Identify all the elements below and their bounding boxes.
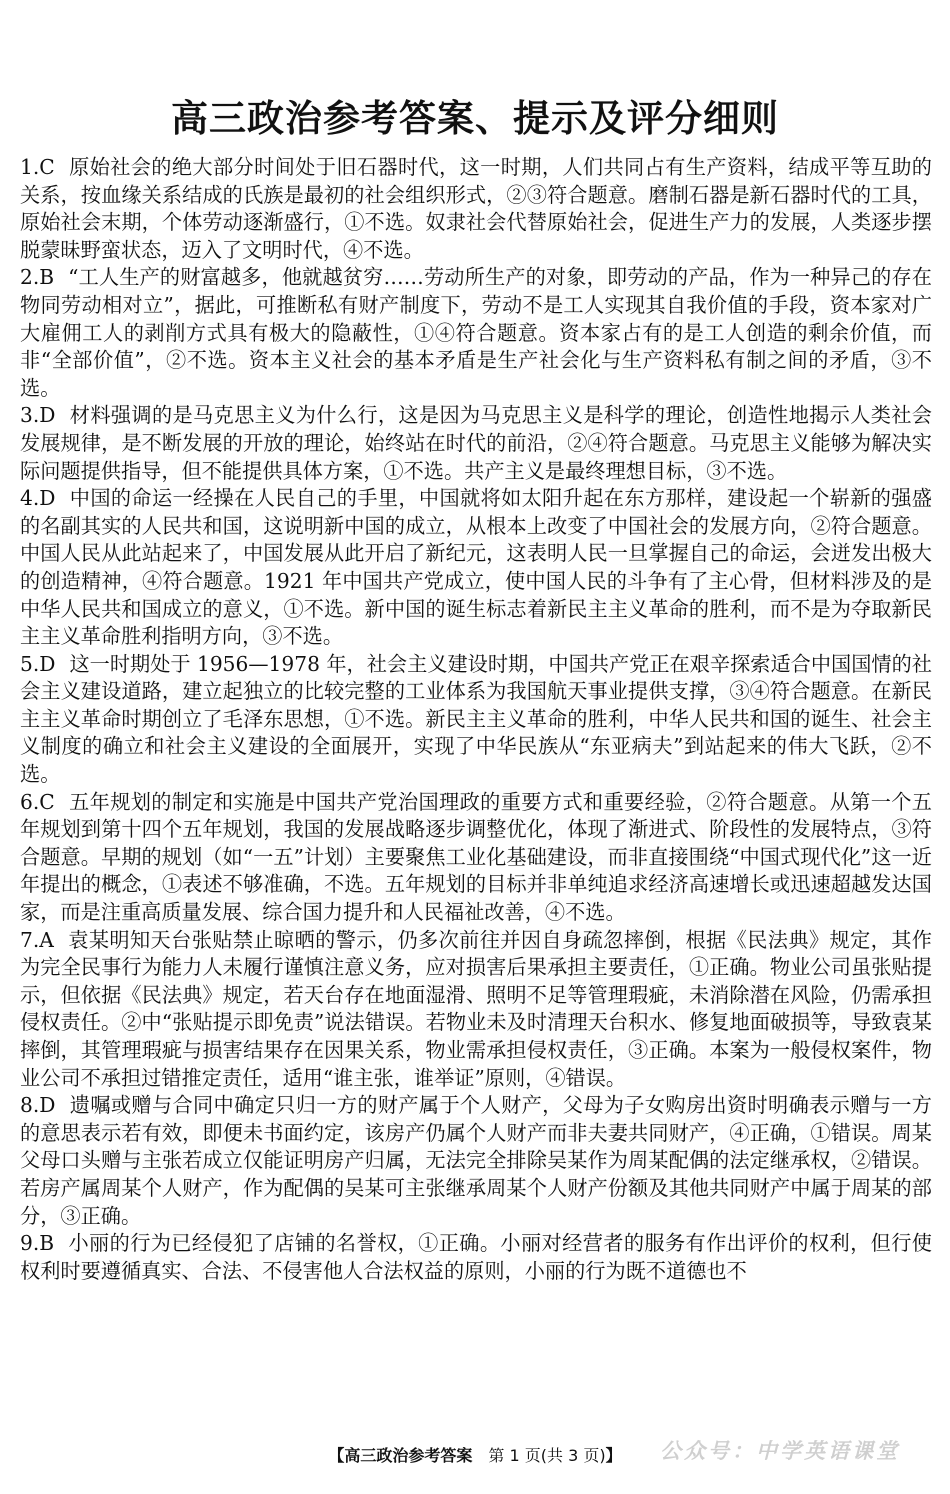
footer-open-bracket: 【 xyxy=(328,1446,345,1465)
item-number: 6. xyxy=(20,789,40,814)
footer-title: 高三政治参考答案 xyxy=(344,1446,473,1465)
item-number: 1. xyxy=(20,155,40,179)
item-answer: A xyxy=(39,927,54,952)
item-number: 4. xyxy=(20,486,40,511)
answer-item-3 xyxy=(20,402,932,485)
watermark: 公众号：中学英语课堂 xyxy=(660,1438,900,1463)
item-answer: D xyxy=(39,486,56,511)
answer-item-5 xyxy=(20,651,932,789)
item-answer: D xyxy=(39,1093,56,1118)
item-number: 8. xyxy=(20,1093,40,1118)
item-answer: C xyxy=(39,789,55,814)
item-explanation: 材料强调的是马克思主义为什么行，这是因为马克思主义是科学的理论，创造性地揭示人类社会发展规律，是不断发展的开放的理论，始终站在时代的前沿，②④符合题意。马克思主义能够为解决实际问题提供指导，但不能提供具体方案，①不选。共产主义是最终理想目标，③不选。 xyxy=(20,403,932,483)
page-title: 高三政治参考答案、提示及评分细则 xyxy=(171,96,779,140)
answer-item-2 xyxy=(20,264,932,402)
answer-item-8 xyxy=(20,1092,932,1230)
item-explanation: 原始社会的绝大部分时间处于旧石器时代，这一时期，人们共同占有生产资料，结成平等互助的关系，按血缘关系结成的氏族是最初的社会组织形式，②③符合题意。磨制石器是新石器时代的工具，原始社会末期，个体劳动逐渐盛行，①不选。奴隶社会代替原始社会，促进生产力的发展，人类逐步摆脱蒙昧野蛮状态，迈入了文明时代，④不选。 xyxy=(20,155,932,262)
item-explanation: “工人生产的财富越多，他就越贫穷……劳动所生产的对象，即劳动的产品，作为一种异己的存在物同劳动相对立”，据此，可推断私有财产制度下，劳动不是工人实现其自我价值的手段，资本家对广大雇佣工人的剥削方式具有极大的隐蔽性，①④符合题意。资本家占有的是工人创造的剩余价值，而非“全部价值”，②不选。资本主义社会的基本矛盾是生产社会化与生产资料私有制之间的矛盾，③不选。 xyxy=(20,265,932,400)
item-number: 2. xyxy=(20,265,40,290)
item-number: 3. xyxy=(20,403,40,428)
footer-page-info: 第 1 页(共 3 页) xyxy=(488,1446,606,1465)
answer-item-6 xyxy=(20,789,932,927)
item-number: 7. xyxy=(20,927,40,952)
answer-item-1 xyxy=(20,154,932,264)
item-explanation: 小丽的行为已经侵犯了店铺的名誉权，①正确。小丽对经营者的服务有作出评价的权利，但行使权利时要遵循真实、合法、不侵害他人合法权益的原则，小丽的行为既不道德也不 xyxy=(20,1231,932,1283)
item-explanation: 袁某明知天台张贴禁止晾晒的警示，仍多次前往并因自身疏忽摔倒，根据《民法典》规定，其作为完全民事行为能力人未履行谨慎注意义务，应对损害后果承担主要责任，①正确。物业公司虽张贴提示，但依据《民法典》规定，若天台存在地面湿滑、照明不足等管理瑕疵，未消除潜在风险，仍需承担侵权责任。②中“张贴提示即免责”说法错误。若物业未及时清理天台积水、修复地面破损等，导致袁某摔倒，其管理瑕疵与损害结果存在因果关系，物业需承担侵权责任，③正确。本案为一般侵权案件，物业公司不承担过错推定责任，适用“谁主张，谁举证”原则，④错误。 xyxy=(20,927,932,1090)
item-explanation: 五年规划的制定和实施是中国共产党治国理政的重要方式和重要经验，②符合题意。从第一个五年规划到第十四个五年规划，我国的发展战略逐步调整优化，体现了渐进式、阶段性的发展特点，③符合题意。早期的规划（如“一五”计划）主要聚焦工业化基础建设，而非直接围绕“中国式现代化”这一近年提出的概念，①表述不够准确，不选。五年规划的目标并非单纯追求经济高速增长或迅速超越发达国家，而是注重高质量发展、综合国力提升和人民福祉改善，④不选。 xyxy=(20,789,932,925)
item-explanation: 这一时期处于 1956—1978 年，社会主义建设时期，中国共产党正在艰辛探索适合中国国情的社会主义建设道路，建立起独立的比较完整的工业体系为我国航天事业提供支撑，③④符合题意。在新民主主义革命时期创立了毛泽东思想，①不选。新民主主义革命的胜利，中华人民共和国的诞生、社会主义制度的确立和社会主义建设的全面展开，实现了中华民族从“东亚病夫”到站起来的伟大飞跃，②不选。 xyxy=(20,651,932,787)
answer-item-9 xyxy=(20,1230,932,1285)
item-answer: D xyxy=(39,403,56,428)
answer-list xyxy=(20,154,932,1285)
item-explanation: 中国的命运一经操在人民自己的手里，中国就将如太阳升起在东方那样，建设起一个崭新的强盛的名副其实的人民共和国，这说明新中国的成立，从根本上改变了中国社会的发展方向，②符合题意。中国人民从此站起来了，中国发展从此开启了新纪元，这表明人民一旦掌握自己的命运，会迸发出极大的创造精神，④符合题意。1921 年中国共产党成立，使中国人民的斗争有了主心骨，但材料涉及的是中华人民共和国成立的意义，①不选。新中国的诞生标志着新民主主义革命的胜利，而不是为夺取新民主主义革命胜利指明方向，③不选。 xyxy=(20,486,932,649)
item-answer: C xyxy=(39,155,55,179)
item-answer: B xyxy=(39,1231,55,1256)
item-number: 9. xyxy=(20,1231,40,1256)
item-explanation: 遗嘱或赠与合同中确定只归一方的财产属于个人财产，父母为子女购房出资时明确表示赠与一方的意思表示若有效，即便未书面约定，该房产仍属个人财产而非夫妻共同财产，④正确，①错误。周某父母口头赠与主张若成立仅能证明房产归属，无法完全排除吴某作为周某配偶的法定继承权，②错误。若房产属周某个人财产，作为配偶的吴某可主张继承周某个人财产份额及其他共同财产中属于周某的部分，③正确。 xyxy=(20,1093,932,1228)
answer-item-7 xyxy=(20,927,932,1093)
footer-close-bracket: 】 xyxy=(605,1446,622,1465)
item-answer: D xyxy=(39,651,56,676)
item-answer: B xyxy=(39,265,55,290)
item-number: 5. xyxy=(20,651,40,676)
answer-item-4 xyxy=(20,485,932,651)
